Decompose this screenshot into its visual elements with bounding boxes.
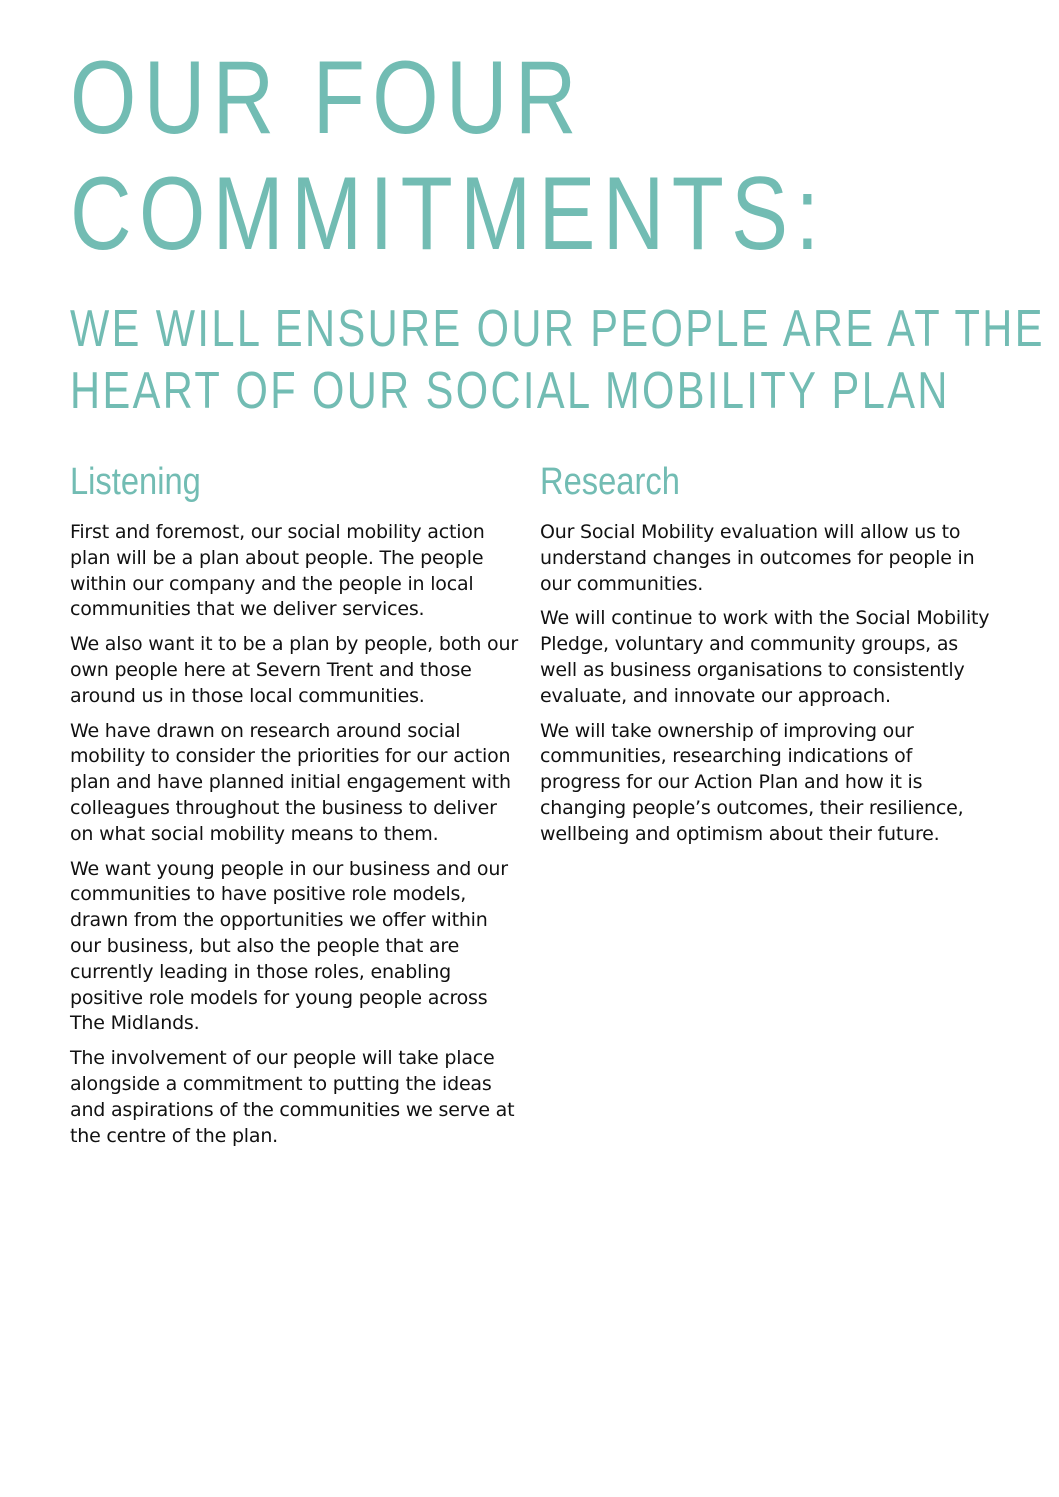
research-section <box>540 458 990 857</box>
research-paragraph-1: Our Social Mobility evaluation will allow us to understand changes in outcomes for people in our communities. <box>540 521 975 595</box>
listening-heading: Listening <box>70 461 201 503</box>
page-subtitle-line-1: WE WILL ENSURE OUR PEOPLE ARE AT THE <box>70 300 1045 358</box>
listening-paragraph-3: We have drawn on research around social mobility to consider the priorities for our action plan and have planned initial engagement with colleagues throughout the business to deliver on what social mobility means to them. <box>70 719 511 845</box>
page-title-line-1: OUR FOUR <box>70 40 584 156</box>
page-title-line-2: COMMITMENTS: <box>70 156 827 272</box>
page-subtitle-line-2: HEART OF OUR SOCIAL MOBILITY PLAN <box>70 362 950 420</box>
page-subtitle <box>70 298 1045 422</box>
listening-paragraph-5: The involvement of our people will take place alongside a commitment to putting the ideas and aspirations of the communities we serve at the centre of the plan. <box>70 1047 515 1147</box>
research-paragraph-3: We will take ownership of improving our communities, researching indications of progress for our Action Plan and how it is changing people’s outcomes, their resilience, wellbeing and optimism about their future. <box>540 719 964 845</box>
listening-paragraph-4: We want young people in our business and our communities to have positive role models, drawn from the opportunities we offer within our business, but also the people that are currently leading in those roles, enabling positive role models for young people across The Midlands. <box>70 857 508 1035</box>
listening-paragraph-2: We also want it to be a plan by people, both our own people here at Severn Trent and those around us in those local communities. <box>70 633 518 707</box>
page-title <box>70 40 827 272</box>
listening-section <box>70 458 520 1158</box>
listening-paragraph-1: First and foremost, our social mobility action plan will be a plan about people. The people within our company and the people in local communities that we deliver services. <box>70 521 485 621</box>
research-heading: Research <box>540 461 680 503</box>
research-paragraph-2: We will continue to work with the Social Mobility Pledge, voluntary and community groups, as well as business organisations to consistently evaluate, and innovate our approach. <box>540 607 990 707</box>
